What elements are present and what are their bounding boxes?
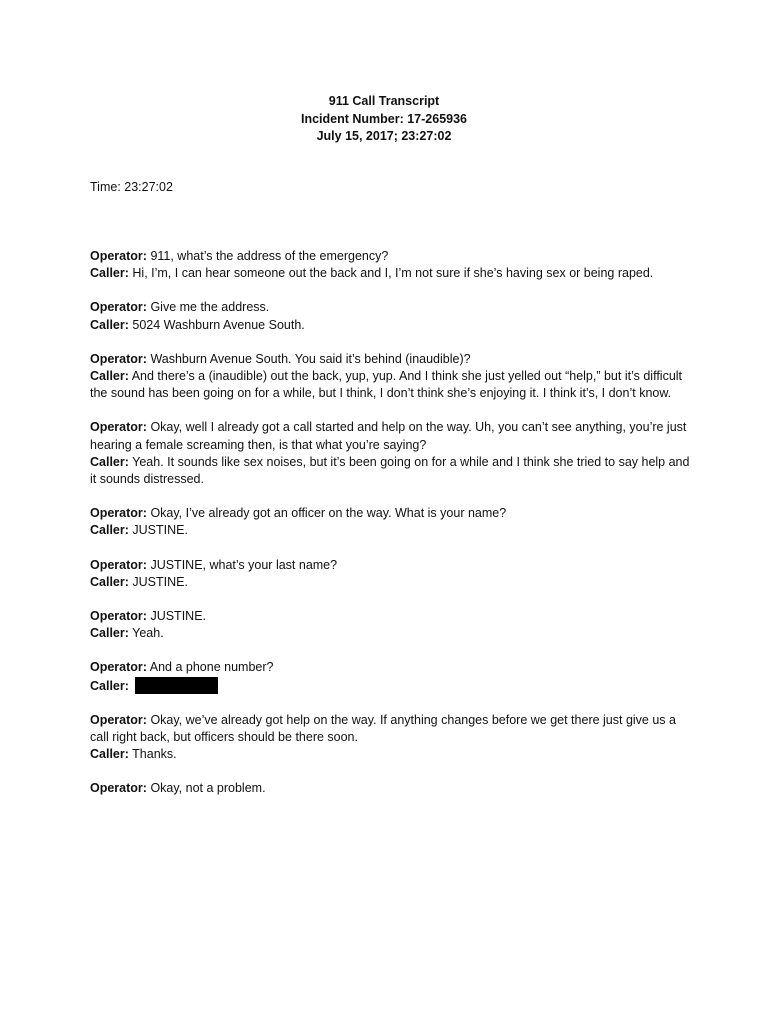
dialogue-line [90, 265, 695, 282]
dialogue-text: Okay, well I already got a call started and help on the way. Uh, you can’t see anything, you’re just hearing a female screaming then, is that what you’re saying? [90, 420, 687, 452]
transcript-body [90, 248, 695, 815]
dialogue-line [90, 659, 695, 676]
speaker-label: Caller: [90, 523, 129, 538]
dialogue-text: Give me the address. [150, 300, 270, 315]
dialogue-line [90, 505, 695, 522]
dialogue-line [90, 557, 695, 574]
call-datetime: July 15, 2017; 23:27:02 [316, 129, 452, 143]
speaker-label: Caller: [90, 454, 129, 469]
dialogue-text: Yeah. It sounds like sex noises, but it’s been going on for a while and I think she tried to say help and it sounds distressed. [90, 454, 690, 487]
dialogue-text: JUSTINE. [150, 609, 206, 624]
exchange [90, 419, 695, 488]
dialogue-text: Yeah. [132, 626, 164, 641]
speaker-label: Caller: [90, 317, 129, 332]
dialogue-line [90, 248, 695, 265]
call-time: Time: 23:27:02 [90, 180, 173, 194]
dialogue-text: And a phone number? [149, 660, 274, 675]
dialogue-text: Hi, I’m, I can hear someone out the back and I, I’m not sure if she’s having sex or being raped. [132, 266, 654, 281]
dialogue-line [90, 780, 695, 797]
dialogue-text: Okay, I’ve already got an officer on the way. What is your name? [150, 506, 507, 521]
speaker-label: Operator: [90, 609, 147, 624]
dialogue-line [90, 419, 695, 453]
dialogue-line [90, 608, 695, 625]
dialogue-text: JUSTINE, what’s your last name? [150, 557, 338, 572]
dialogue-line [90, 299, 695, 316]
speaker-label: Operator: [90, 249, 147, 263]
transcript-header [0, 93, 768, 146]
dialogue-line [90, 368, 695, 402]
speaker-label: Operator: [90, 300, 147, 315]
dialogue-line [90, 746, 695, 763]
incident-number: Incident Number: 17-265936 [300, 111, 468, 126]
dialogue-line [90, 677, 695, 695]
dialogue-line [90, 712, 695, 746]
document-title: 911 Call Transcript [328, 94, 440, 108]
exchange [90, 659, 695, 694]
speaker-label: Caller: [90, 678, 129, 693]
speaker-label: Caller: [90, 574, 129, 589]
speaker-label: Caller: [90, 747, 129, 762]
exchange [90, 557, 695, 591]
dialogue-text: 5024 Washburn Avenue South. [132, 317, 305, 332]
speaker-label: Operator: [90, 351, 147, 366]
exchange [90, 299, 695, 333]
dialogue-text: JUSTINE. [132, 523, 188, 538]
exchange [90, 712, 695, 764]
dialogue-text: Thanks. [132, 747, 177, 762]
speaker-label: Operator: [90, 660, 147, 675]
speaker-label: Caller: [90, 266, 129, 281]
dialogue-text: Okay, not a problem. [150, 781, 266, 796]
dialogue-text: 911, what’s the address of the emergency? [150, 249, 389, 263]
dialogue-line [90, 317, 695, 334]
dialogue-text: And there’s a (inaudible) out the back, yup, yup. And I think she just yelled out “help,” but it’s difficult the sound has been going on for a while, but I think, I don’t think she’s enjoying it. I think it’s, I don’t know. [90, 369, 683, 401]
dialogue-text: Okay, we’ve already got help on the way. If anything changes before we get there just give us a call right back, but officers should be there soon. [90, 712, 676, 745]
dialogue-line [90, 625, 695, 642]
exchange [90, 608, 695, 642]
speaker-label: Caller: [90, 369, 129, 384]
speaker-label: Caller: [90, 626, 129, 641]
exchange [90, 351, 695, 403]
speaker-label: Operator: [90, 420, 147, 435]
dialogue-line [90, 351, 695, 368]
dialogue-text: JUSTINE. [132, 574, 188, 589]
dialogue-line [90, 574, 695, 591]
speaker-label: Operator: [90, 506, 147, 521]
exchange [90, 505, 695, 539]
redaction-block [135, 677, 218, 694]
speaker-label: Operator: [90, 557, 147, 572]
exchange [90, 780, 695, 797]
dialogue-line [90, 454, 695, 488]
exchange [90, 248, 695, 282]
dialogue-text: Washburn Avenue South. You said it’s behind (inaudible)? [150, 351, 471, 366]
speaker-label: Operator: [90, 781, 147, 796]
dialogue-line [90, 522, 695, 539]
speaker-label: Operator: [90, 712, 147, 727]
